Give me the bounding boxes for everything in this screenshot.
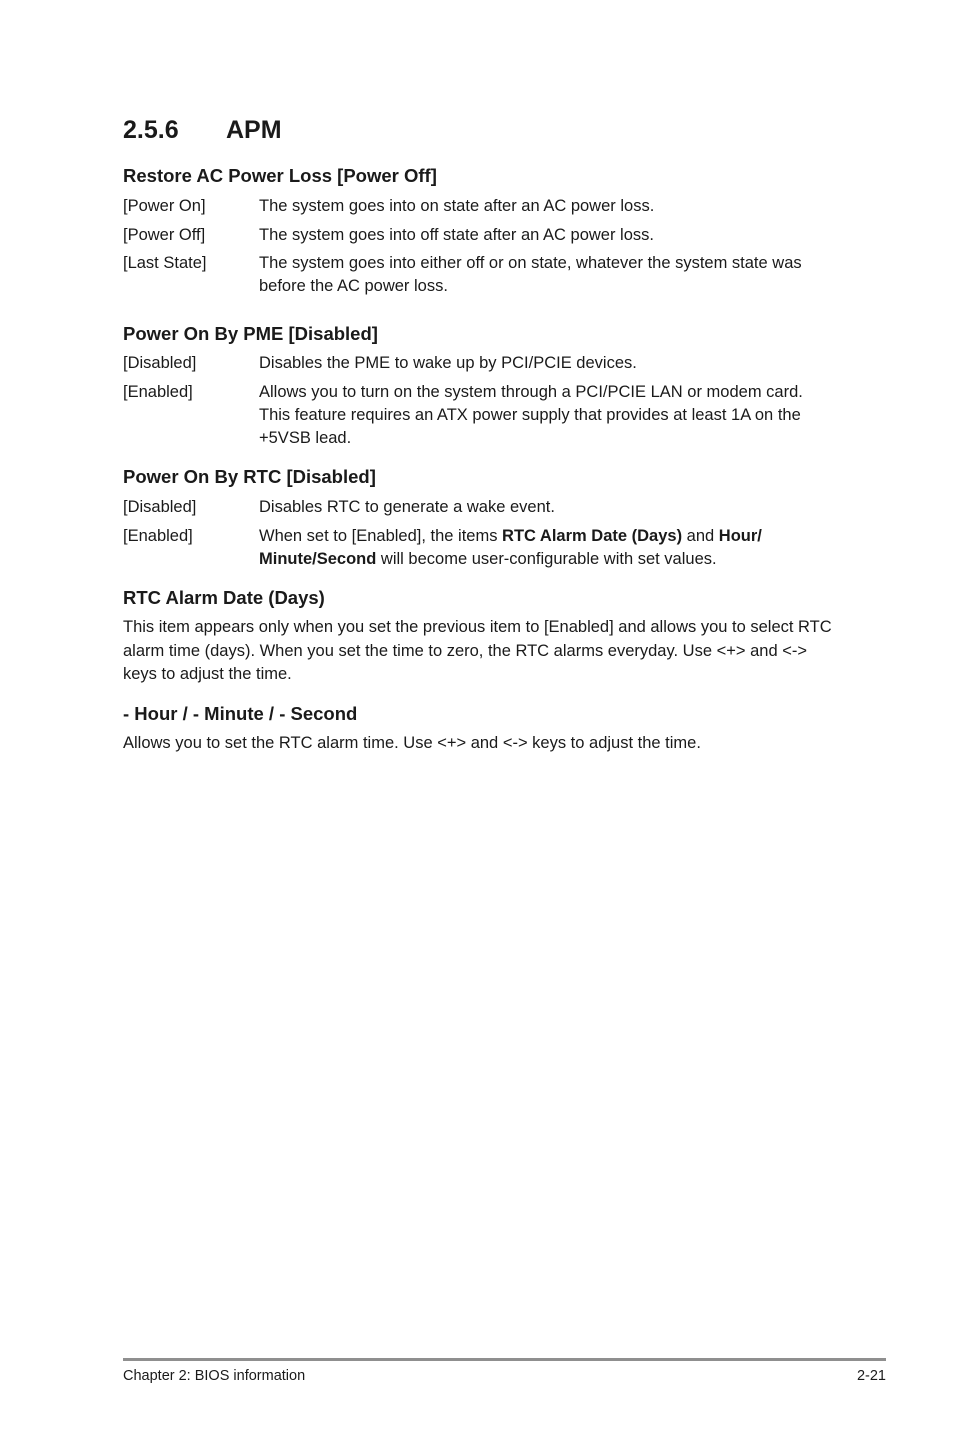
- footer-chapter: Chapter 2: BIOS information: [123, 1368, 306, 1384]
- desc-text: will become user-configurable with set values.: [376, 550, 717, 568]
- restore-ac-block: [123, 164, 833, 298]
- hms-heading: - Hour / - Minute / - Second: [123, 703, 358, 724]
- hms-text: Allows you to set the RTC alarm time. Use <+> and <-> keys to adjust the time.: [123, 734, 701, 752]
- option-key: [Last State]: [123, 254, 207, 272]
- option-desc: Disables the PME to wake up by PCI/PCIE devices.: [259, 354, 637, 372]
- option-key: [Disabled]: [123, 354, 197, 372]
- restore-ac-heading: Restore AC Power Loss [Power Off]: [123, 165, 437, 186]
- desc-text: When set to [Enabled], the items: [259, 527, 503, 545]
- pme-block: [123, 322, 833, 450]
- option-row: [123, 525, 833, 571]
- option-desc: The system goes into either off or on state, whatever the system state was before the AC power loss.: [259, 254, 802, 295]
- option-desc: Allows you to turn on the system through a PCI/PCIE LAN or modem card. This feature requires an ATX power supply that provides at least 1A on the +5VSB lead.: [259, 383, 803, 447]
- pme-heading: Power On By PME [Disabled]: [123, 323, 378, 344]
- option-key: [Disabled]: [123, 498, 197, 516]
- hms-block: [123, 702, 833, 756]
- option-desc: The system goes into off state after an AC power loss.: [259, 226, 654, 244]
- desc-bold-term: Hour/ Minute/Second: [259, 527, 762, 568]
- option-row: [123, 224, 833, 247]
- alarm-date-block: [123, 586, 833, 687]
- option-desc: The system goes into on state after an AC power loss.: [259, 197, 655, 215]
- alarm-date-text: This item appears only when you set the previous item to [Enabled] and allows you to select RTC alarm time (days). When you set the time to zero, the RTC alarms everyday. Use <+> and <-> keys to adjust the time.: [123, 618, 832, 683]
- desc-text: and: [682, 527, 719, 545]
- alarm-date-heading: RTC Alarm Date (Days): [123, 587, 325, 608]
- rtc-block: [123, 465, 833, 571]
- desc-bold-term: RTC Alarm Date (Days): [502, 527, 683, 545]
- option-desc: [259, 525, 833, 571]
- option-key: [Enabled]: [123, 383, 193, 401]
- section-title: [123, 116, 282, 145]
- option-key: [Power On]: [123, 197, 206, 215]
- option-desc: Disables RTC to generate a wake event.: [259, 498, 555, 516]
- option-row: [123, 381, 833, 450]
- section-name: APM: [226, 116, 282, 144]
- option-row: [123, 496, 833, 519]
- option-row: [123, 195, 833, 218]
- rtc-heading: Power On By RTC [Disabled]: [123, 466, 376, 487]
- option-row: [123, 352, 833, 375]
- option-key: [Enabled]: [123, 527, 193, 545]
- option-key: [Power Off]: [123, 226, 206, 244]
- footer-divider: [123, 1358, 886, 1361]
- option-row: [123, 252, 833, 298]
- section-number: 2.5.6: [123, 116, 179, 144]
- footer-page-number: 2-21: [856, 1368, 886, 1384]
